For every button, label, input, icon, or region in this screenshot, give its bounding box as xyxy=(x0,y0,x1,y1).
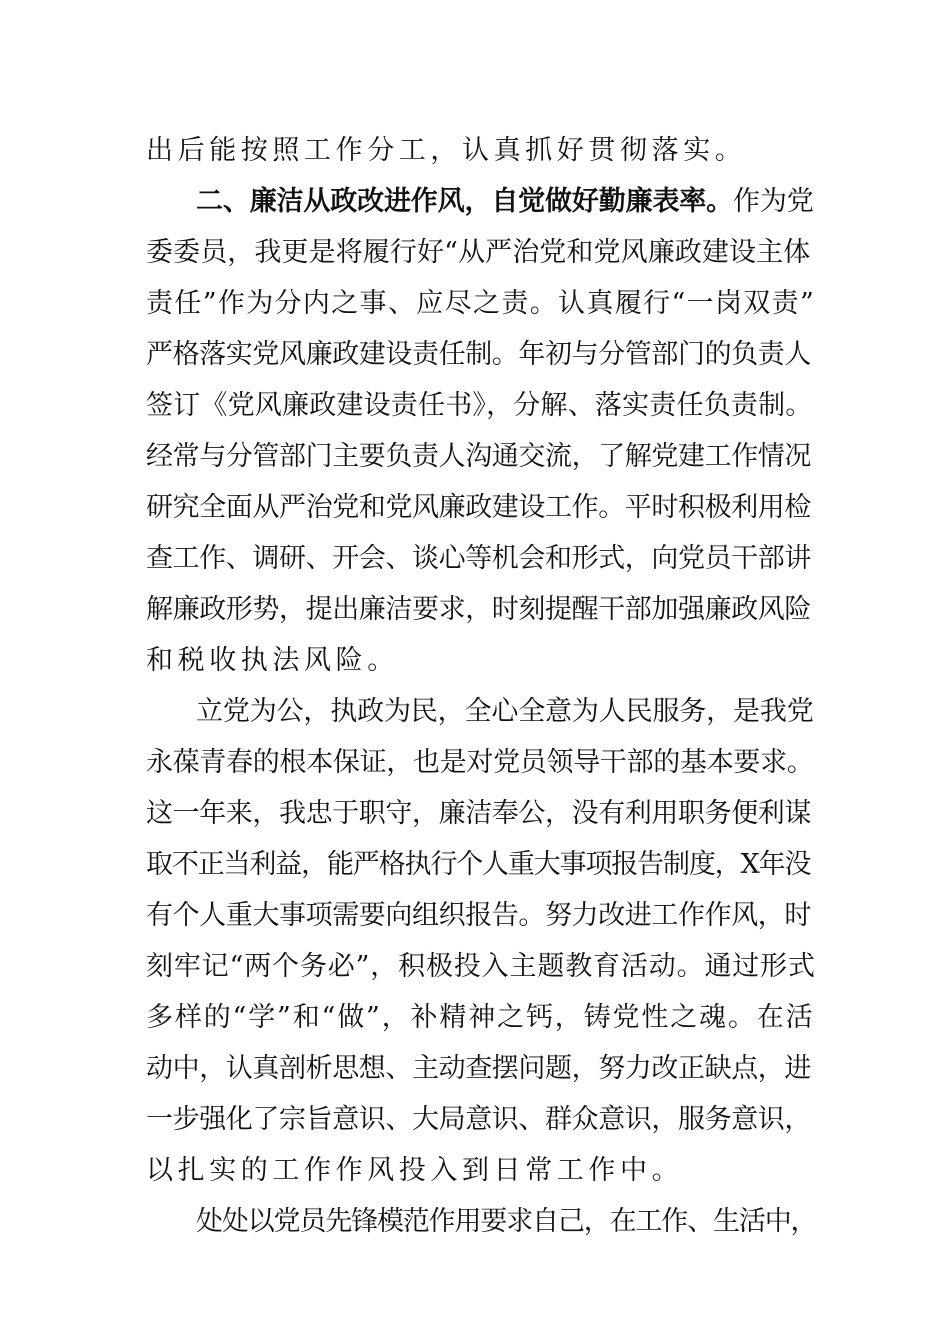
paragraph-line: 解廉政形势，提出廉洁要求，时刻提醒干部加强廉政风险 xyxy=(146,594,811,625)
paragraph-line: 委委员，我更是将履行好“从严治党和党风廉政建设主体 xyxy=(146,237,811,268)
paragraph-line: 立党为公，执政为民，全心全意为人民服务，是我党 xyxy=(196,696,814,727)
paragraph-line: 取不正当利益，能严格执行个人重大事项报告制度，X年没 xyxy=(146,849,811,880)
paragraph-line: 查工作、调研、开会、谈心等机会和形式，向党员干部讲 xyxy=(146,543,811,574)
paragraph-line: 多样的“学”和“做”，补精神之钙，铸党性之魂。在活 xyxy=(146,1002,815,1033)
paragraph-line: 处处以党员先锋模范作用要求自己，在工作、生活中， xyxy=(196,1206,817,1237)
paragraph-line: 永葆青春的根本保证，也是对党员领导干部的基本要求。 xyxy=(146,747,814,778)
paragraph-line: 有个人重大事项需要向组织报告。努力改进工作作风，时 xyxy=(146,900,811,931)
paragraph-line: 以扎实的工作作风投入到日常工作中。 xyxy=(146,1155,684,1186)
section-heading: 二、廉洁从政改进作风，自觉做好勤廉表率。 xyxy=(196,186,733,217)
paragraph-line: 这一年来，我忠于职守，廉洁奉公，没有利用职务便利谋 xyxy=(146,798,811,829)
paragraph-text: 作为党 xyxy=(733,186,814,217)
paragraph-line: 签订《党风廉政建设责任书》，分解、落实责任负责制。 xyxy=(146,390,813,421)
paragraph-line: 一步强化了宗旨意识、大局意识、群众意识，服务意识， xyxy=(146,1104,811,1135)
paragraph-line: 责任”作为分内之事、应尽之责。认真履行“一岗双责” xyxy=(146,288,816,319)
paragraph-line: 经常与分管部门主要负责人沟通交流，了解党建工作情况 xyxy=(146,441,811,472)
paragraph-line: 研究全面从严治党和党风廉政建设工作。平时积极利用检 xyxy=(146,492,811,523)
section-heading-line xyxy=(196,185,816,219)
paragraph-line: 刻牢记“两个务必”，积极投入主题教育活动。通过形式 xyxy=(146,951,816,982)
paragraph-line: 和税收执法风险。 xyxy=(146,645,399,676)
paragraph-line: 严格落实党风廉政建设责任制。年初与分管部门的负责人 xyxy=(146,339,811,370)
paragraph-line: 动中，认真剖析思想、主动查摆问题，努力改正缺点，进 xyxy=(146,1053,811,1084)
paragraph-line: 出后能按照工作分工，认真抓好贯彻落实。 xyxy=(146,135,747,166)
